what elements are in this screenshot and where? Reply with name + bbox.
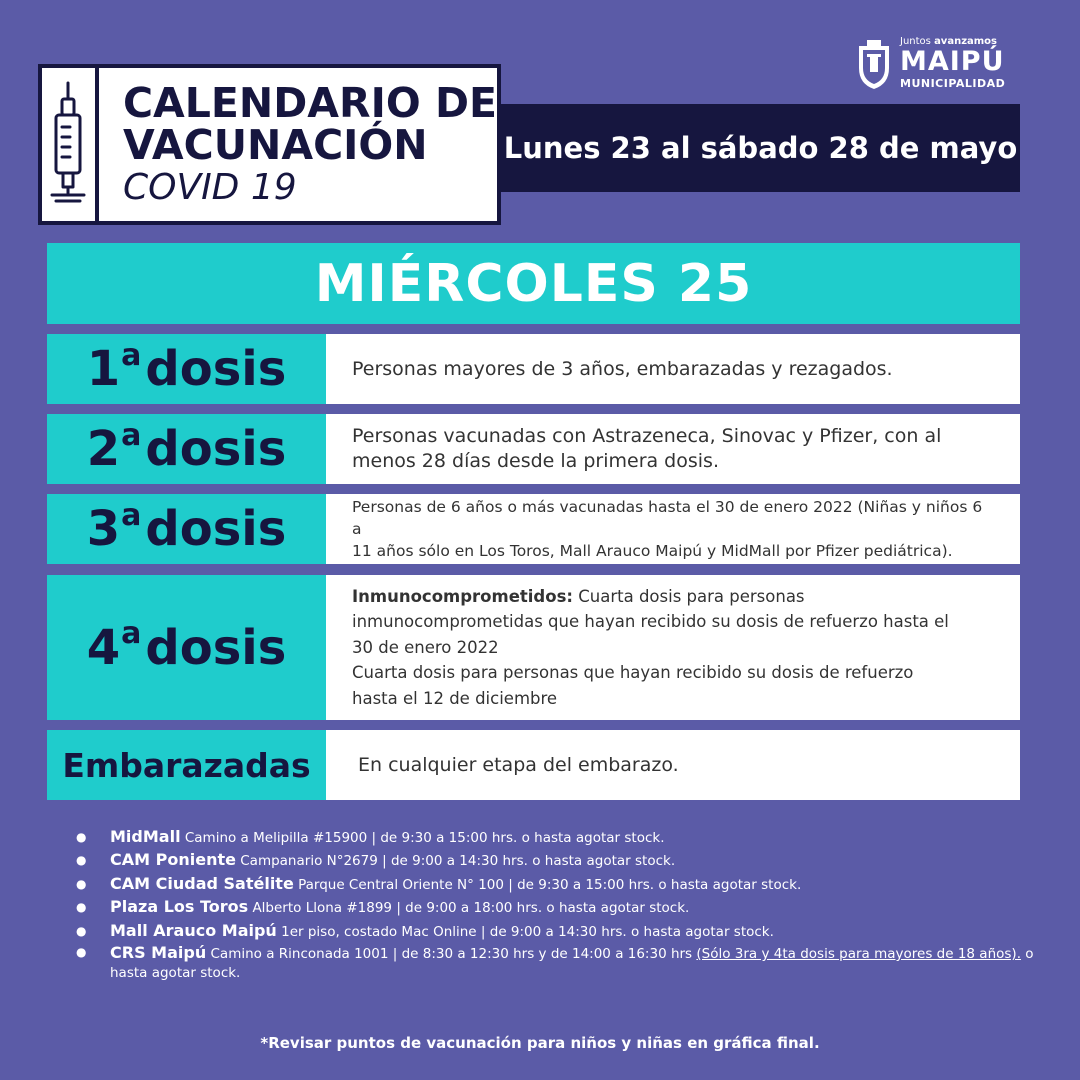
dose-label-4: 4 a dosis — [47, 575, 326, 720]
dose-description-3: Personas de 6 años o más vacunadas hasta el 30 de enero 2022 (Niñas y niños 6 a 11 años sólo en Los Toros, Mall Arauco Maipú y MidMall por Pfizer pediátrica). — [326, 494, 1020, 564]
dose-row-1 — [47, 334, 1020, 404]
pregnant-description: En cualquier etapa del embarazo. — [326, 730, 1020, 800]
list-item: ● CAM Ciudad Satélite Parque Central Oriente N° 100 | de 9:30 a 15:00 hrs. o hasta agotar stock. — [76, 873, 1036, 896]
list-item: ● Mall Arauco Maipú 1er piso, costado Mac Online | de 9:00 a 14:30 hrs. o hasta agotar stock. — [76, 920, 1036, 943]
dose-row-4 — [47, 575, 1020, 720]
syringe-icon-cell — [42, 68, 99, 221]
dose-description-1: Personas mayores de 3 años, embarazadas y rezagados. — [326, 334, 1020, 404]
title-box — [38, 64, 501, 225]
dose-description-2: Personas vacunadas con Astrazeneca, Sinovac y Pfizer, con al menos 28 días desde la primera dosis. — [326, 414, 1020, 484]
list-item: ● MidMall Camino a Melipilla #15900 | de 9:30 a 15:00 hrs. o hasta agotar stock. — [76, 826, 1036, 849]
age-restriction-note: (Sólo 3ra y 4ta dosis para mayores de 18 años). — [696, 946, 1021, 963]
pregnant-row — [47, 730, 1020, 800]
municipality-logo — [856, 36, 1016, 96]
day-banner: MIÉRCOLES 25 — [47, 243, 1020, 324]
list-item: ● CRS Maipú Camino a Rinconada 1001 | de 8:30 a 12:30 hrs y de 14:00 a 16:30 hrs (Sólo 3ra y 4ta dosis para mayores de 18 años). o hasta agotar stock. — [76, 943, 1036, 983]
dose-row-2 — [47, 414, 1020, 484]
logo-subtitle: MUNICIPALIDAD — [900, 77, 1006, 90]
syringe-icon — [48, 81, 88, 209]
municipal-shield-icon — [856, 38, 892, 90]
list-item: ● CAM Poniente Campanario N°2679 | de 9:00 a 14:30 hrs. o hasta agotar stock. — [76, 849, 1036, 872]
title-line-1: CALENDARIO DE — [122, 79, 497, 127]
pregnant-label: Embarazadas — [47, 730, 326, 800]
date-range-banner: Lunes 23 al sábado 28 de mayo — [501, 104, 1020, 192]
dose-label-1: 1 a dosis — [47, 334, 326, 404]
title-line-2: VACUNACIÓN — [122, 121, 428, 169]
immunocompromised-label: Inmunocomprometidos: — [352, 586, 573, 606]
title-text — [99, 68, 497, 221]
logo-name: MAIPÚ — [900, 46, 1005, 77]
list-item: ● Plaza Los Toros Alberto Llona #1899 | de 9:00 a 18:00 hrs. o hasta agotar stock. — [76, 896, 1036, 919]
footnote: *Revisar puntos de vacunación para niños y niñas en gráfica final. — [260, 1034, 820, 1052]
title-subtitle: COVID 19 — [122, 167, 297, 208]
dose-label-3: 3 a dosis — [47, 494, 326, 564]
vaccination-locations-list — [76, 826, 1036, 983]
logo-tagline: Juntos avanzamos — [900, 36, 998, 47]
dose-row-3 — [47, 494, 1020, 564]
dose-description-4: Inmunocomprometidos: Cuarta dosis para personas inmunocomprometidas que hayan recibido su dosis de refuerzo hasta el 30 de enero 2022 Cuarta dosis para personas que hayan recibido su dosis de refuerzo hasta el 12 de diciembre — [326, 575, 1020, 720]
dose-label-2: 2 a dosis — [47, 414, 326, 484]
